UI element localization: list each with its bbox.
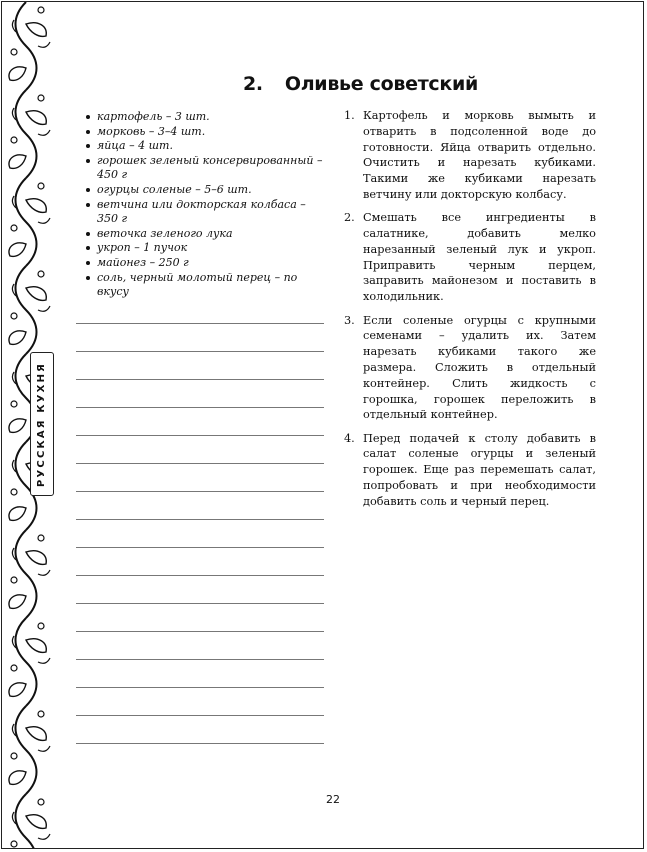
step-number: 4. <box>344 431 355 445</box>
section-tab-label: РУССКАЯ КУХНЯ <box>36 361 48 487</box>
step-item <box>344 108 596 203</box>
step-text: Смешать все ингредиенты в салатнике, добавить мелко нарезанный зеленый лук и укроп. Приправить черным перцем, заправить майонезом и поставить в холодильник. <box>363 211 596 304</box>
ingredient-item: морковь – 3–4 шт. <box>86 125 328 140</box>
note-line <box>76 575 324 576</box>
note-line <box>76 631 324 632</box>
note-line <box>76 435 324 436</box>
step-item <box>344 210 596 305</box>
note-line <box>76 603 324 604</box>
ingredient-item: картофель – 3 шт. <box>86 110 328 125</box>
steps-list <box>344 108 596 517</box>
note-line <box>76 407 324 408</box>
ingredient-item: веточка зеленого лука <box>86 227 328 242</box>
step-item <box>344 313 596 424</box>
step-item <box>344 431 596 510</box>
step-number: 2. <box>344 211 355 225</box>
recipe-name: Оливье советский <box>284 73 478 95</box>
step-text: Картофель и морковь вымыть и отварить в подсоленной воде до готовности. Яйца отварить отдельно. Очистить и нарезать кубиками. Такими же кубиками нарезать ветчину или докторскую колбасу. <box>363 109 596 201</box>
note-line <box>76 715 324 716</box>
note-line <box>76 743 324 744</box>
ingredient-item: укроп – 1 пучок <box>86 241 328 256</box>
section-tab <box>30 352 54 496</box>
ingredient-item: майонез – 250 г <box>86 256 328 271</box>
note-line <box>76 547 324 548</box>
ingredient-item: горошек зеленый консервированный – 450 г <box>86 154 328 183</box>
ingredient-item: ветчина или докторская колбаса – 350 г <box>86 198 328 227</box>
note-line <box>76 463 324 464</box>
note-line <box>76 659 324 660</box>
step-text: Если соленые огурцы с крупными семенами – удалить их. Затем нарезать кубиками такого же размера. Сложить в отдельный контейнер. Слить жидкость с горошка, горошек переложить в отдельный контейнер. <box>363 313 596 422</box>
note-line <box>76 687 324 688</box>
note-line <box>76 351 324 352</box>
page-number: 22 <box>326 793 340 806</box>
ingredients-list <box>86 110 328 300</box>
note-line <box>76 323 324 324</box>
ingredient-item: яйца – 4 шт. <box>86 139 328 154</box>
recipe-number: 2. <box>243 73 263 95</box>
step-text: Перед подачей к столу добавить в салат соленые огурцы и зеленый горошек. Еще раз перемешать салат, попробовать и при необходимости добавить соль и черный перец. <box>363 431 596 508</box>
note-line <box>76 519 324 520</box>
recipe-title <box>243 73 478 95</box>
step-number: 1. <box>344 109 355 122</box>
ingredient-item: огурцы соленые – 5–6 шт. <box>86 183 328 198</box>
note-line <box>76 491 324 492</box>
step-number: 3. <box>344 313 355 327</box>
ingredient-item: соль, черный молотый перец – по вкусу <box>86 271 328 300</box>
note-line <box>76 379 324 380</box>
